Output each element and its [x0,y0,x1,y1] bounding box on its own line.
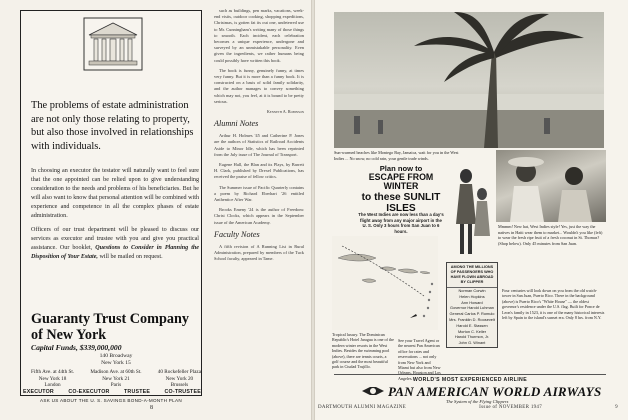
foreign-office: Paris [110,382,122,389]
page-number-right: 9 [615,405,618,410]
caribbean-map [332,236,438,330]
market-photo [496,150,606,222]
bank-building-icon [83,17,143,71]
passenger-name: Governor Harold Luhman [450,305,494,311]
branch-office [31,369,74,389]
article-paragraph: A fifth revision of A Running List in Rural Administration, prepared by members of the Tuck School faculty, appeared in Tame. [214,243,304,262]
role-label: CO-TRUSTEE [164,389,201,395]
beach-photo [334,12,604,148]
winged-globe-icon [362,384,384,398]
caption-travel-agent: See your Travel Agent or the nearest Pan American office for rates and reservations ... not only from New York and Miami but also from New Orleans, Houston and Los Angeles. [398,338,441,381]
dancers-illustration [452,164,492,264]
office-line: New York 20 [165,375,194,382]
passenger-name: Harold E. Stassen [456,322,488,328]
ad-headline-panam [360,164,442,214]
folio-bar [318,405,618,410]
role-label: CO-EXECUTOR [68,389,110,395]
box-heading: AMONG THE MILLIONS OF PASSENGERS WHO HAVE FLOWN ABROAD BY CLIPPER [447,263,497,288]
passenger-name: Mrs. Franklin D. Roosevelt [449,316,495,322]
service-roles [23,389,201,395]
ad-paragraph-tail: will be mailed on request. [99,254,163,260]
passenger-name: Helen Hopkins [459,293,485,299]
page-gutter [311,0,315,420]
caption-san-juan: Four centuries will look down on you from the old watch-tower in San Juan, Puerto Rico. There in the background (above) is Puerto Rico's "White House" — the oldest governor's residence under the U.S. flag. Built for Ponce de Leon's family in 1523, it is one of the many historical interests left by Spain to the island's sunset era. Only 8 hrs. from N.Y. [502,288,605,321]
article-paragraph: Arthur H. Holmes '45 and Catherine P. Jones are the authors of Statistics of Railroad Accidents Aside to Minor Idle, which has been reprinted from the July issue of The Journal of Transport. [214,133,304,157]
ad-body [31,167,199,267]
ad-headline: The problems of estate administration are not only those relating to property, but also those involved in relationships with individuals. [31,100,194,152]
article-paragraph: such as buildings, pen marks, vacations, week-end visits, outdoor cooking, shopping expeditions, Christmas, is gotten fat its out one, undeterred use to Mr. Cunningham's writing many of those things to smooth. Each incident, each celebration becomes a unique experience, undergone and surveyed by an unmistakable personality. Even given the ingredients, we rather humans being could possibly have written this book. [214,8,304,63]
office-line: New York 18 [38,375,67,382]
branch-offices [31,369,201,389]
reviewer-signature: Kenneth A. Robinson [266,109,304,115]
office-line: Fifth Ave. at 44th St. [31,369,75,375]
passenger-name: Morton C. Keller [457,328,487,334]
divider [334,374,606,375]
page-number-left: 8 [150,405,153,411]
booklet-title: Questions to Consider in Planning the Disposition of Your Estate, [31,245,200,260]
passenger-name: John G. Winant [458,340,486,346]
branch-office [90,369,141,389]
airline-name: PAN AMERICAN WORLD AIRWAYS [388,384,602,399]
office-line: 40 Rockefeller Plaza [157,369,201,375]
airline-tagline: The System of the Flying Clippers [446,399,509,404]
section-heading-faculty: Faculty Notes [214,229,260,239]
article-column [214,8,304,267]
capital-funds: Capital Funds, $339,000,000 [31,343,122,352]
caption-beaches: Sun-warmed beaches like Montego Bay, Jamaica, wait for you in the West Indies ... No snow, no cold rain, your gentle trade winds. [334,150,459,161]
ad-intro: The West Indies are now less than a day's flight away from any major airport in the U. S. Only 3 hours from San Juan to 6 hours. [358,212,444,234]
issue-date: Issue of NOVEMBER 1947 [479,405,543,410]
caption-hats: Mmmm! New hat, West Indies style! Yes, just the way the natives in Haiti wear them to market... Wouldn't you like (left) to wear the fresh ripe fruit of a fresh coconut in St. Thomas? (Shop below). Only 45 minutes from San Juan. [498,224,603,246]
section-heading-alumni: Alumni Notes [214,119,259,129]
article-paragraph: Eugene Hall, the Blan and its Plays, by Barrett H. Clark, published by Drexel Publications, has received the praise of fellow critics. [214,162,304,180]
hq-line: New York 15 [101,360,131,366]
headline-line: ESCAPE FROM WINTER [368,172,434,192]
foreign-office: Brussels [170,382,189,389]
role-label: EXECUTOR [23,389,54,395]
role-label: TRUSTEE [124,389,151,395]
passenger-name: Harold Thurmon, Jr. [454,334,490,340]
palm-beach-illustration [334,12,604,148]
headline-line: to these SUNLIT ISLES [361,191,441,214]
ad-paragraph: In choosing an executor the testator will naturally want to feel sure that the one appointed can be relied upon to give understanding consideration to the needs and problems of his beneficiaries. But he will also want to know that personal attention will be combined with experience and competence in all the complex phases of estate administration. [31,168,199,219]
passenger-list-box [446,262,498,348]
guaranty-trust-ad [20,10,202,396]
branch-office [158,369,201,389]
office-line: New York 21 [102,375,130,382]
passenger-name: Ann Howard [461,299,483,305]
passenger-name: General Carlos P. Romulo [449,311,495,317]
ad-paragraph [31,226,199,262]
article-paragraph: Brooks Emeny '24 is the author of Freedom: Christ Clocks, which appears in the September issue of the American Academy. [214,207,304,225]
magazine-name: DARTMOUTH ALUMNI MAGAZINE [318,405,407,410]
head-office [31,353,201,367]
ad-paragraph-text: Officers of our trust department will be pleased to discuss our services as executor and trustee with you and give you practical assistance. Our booklet, [31,227,199,251]
hq-line: 140 Broadway [99,353,133,359]
company-name: Guaranty Trust Company of New York [31,311,189,343]
people-illustration [496,150,606,222]
passenger-name: Norman Corwin [458,288,486,293]
caption-hotel: Tropical luxury. The Dominican Republic's Hotel Jaragua is one of the modern winter resorts in the West Indies. Besides the swimming pool (above), there are tennis courts, a golf course and the most beautiful park in Ciudad Trujillo. [332,332,394,370]
foreign-office: London [44,382,61,389]
article-paragraph: The book is funny, genuinely funny, at times very funny. But it is more than a funny book. It is constructed on a basis of solid family solidarity, and the author manages to convey something which may not, you feel, at it is bound to be pretty serious. [214,67,304,104]
headline-line: Plan now to [379,164,423,173]
office-line: Madison Ave. at 60th St. [90,369,142,375]
ad-footer: ASK US ABOUT THE U. S. SAVINGS BOND-A-MONTH PLAN [39,398,183,403]
airline-slogan: WORLD'S MOST EXPERIENCED AIRLINE [412,377,528,383]
article-paragraph: The Summer issue of Pacific Quarterly contains a poem by Richard Eberhart '26 entitled Anthentice After War. [214,184,304,203]
